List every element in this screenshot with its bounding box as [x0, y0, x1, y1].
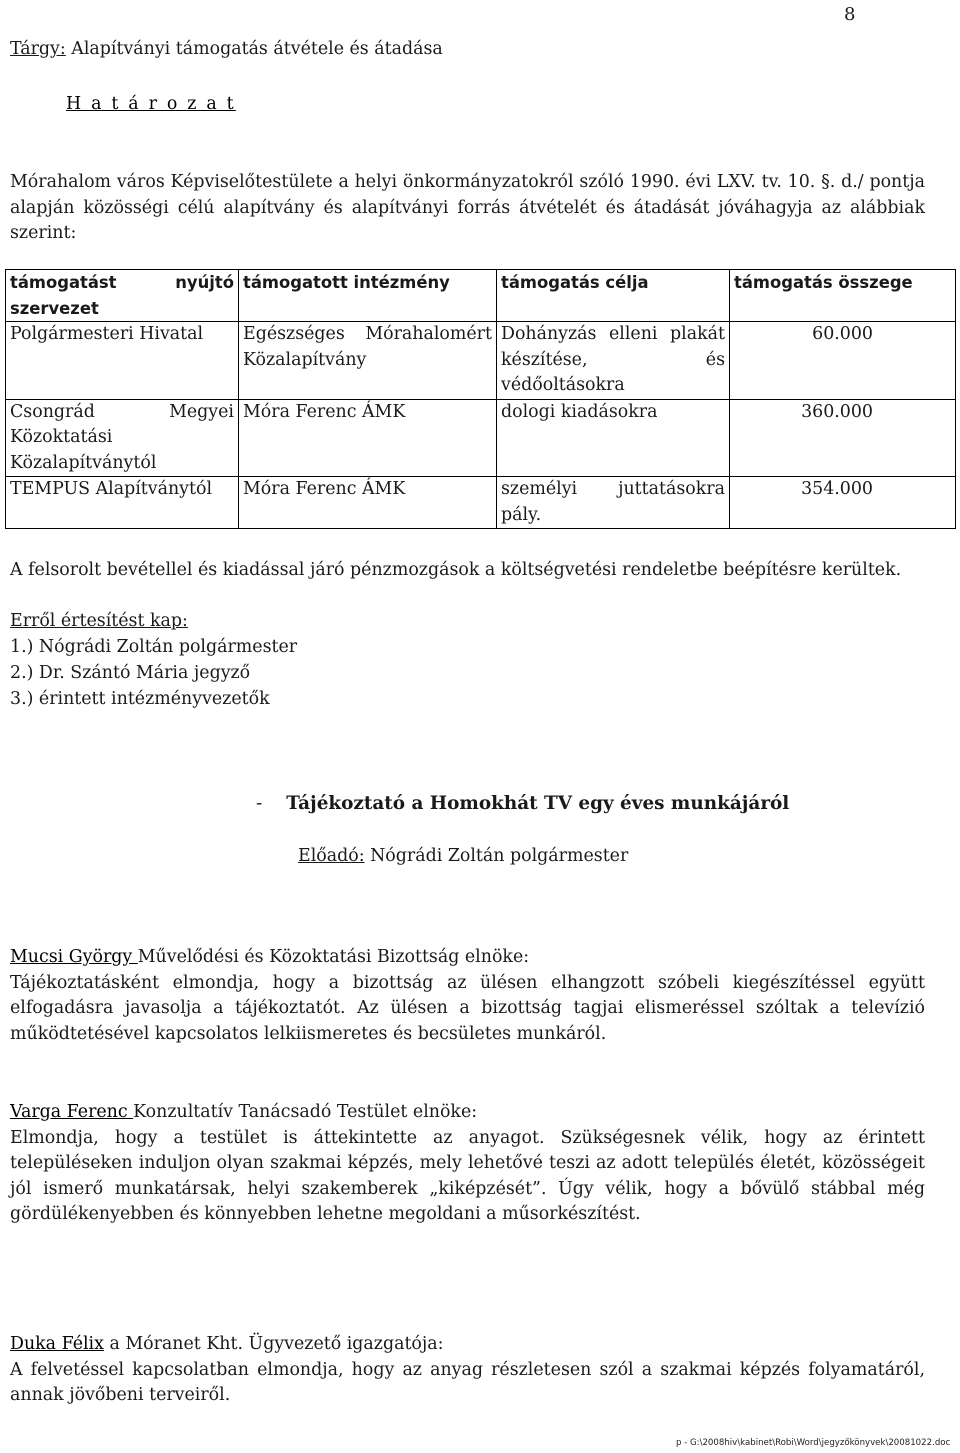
speaker-name: Duka Félix — [10, 1334, 104, 1354]
speaker-block — [10, 1100, 925, 1228]
speaker-role: Művelődési és Közoktatási Bizottság elnöke: — [137, 947, 530, 967]
cell-amount: 360.000 — [730, 399, 956, 477]
topic-dash: - — [256, 793, 263, 814]
cell-provider: Csongrád Megyei Közoktatási Közalapítványtól — [6, 399, 239, 477]
cell-purpose: dologi kiadásokra — [497, 399, 730, 477]
speaker-text: A felvetéssel kapcsolatban elmondja, hogy az anyag részletesen szól a szakmai képzés folyamatáról, annak jövőbeni terveiről. — [10, 1359, 925, 1405]
file-path-footer: p - G:\2008hiv\kabinet\Robi\Word\jegyzőkönyvek\20081022.doc — [676, 1438, 951, 1448]
speaker-text: Elmondja, hogy a testület is áttekintette az anyagot. Szükségesnek vélik, hogy az érintett településeken induljon olyan szakmai képzés, mely lehetővé teszi az adott település életét, közösségeit jól ismerő munkatársak, helyi szakemberek „kiképzését”. Úgy vélik, hogy a bővülő stábbal még gördülékenyebben és könnyebben lehetne megoldani a műsorkészítést. — [10, 1127, 925, 1224]
cell-provider: Polgármesteri Hivatal — [6, 322, 239, 400]
cell-amount: 354.000 — [730, 477, 956, 529]
page-number: 8 — [844, 4, 856, 25]
speaker-text: Tájékoztatásként elmondja, hogy a bizottság az ülésen elhangzott szóbeli kiegészítéssel együtt elfogadásra javasolja a tájékoztatót. Az ülésen a bizottság tagjai elismeréssel szóltak a televízió működtetésével kapcsolatos lelkiismeretes és becsületes munkáról. — [10, 972, 925, 1044]
speaker-heading — [10, 1100, 925, 1126]
topic-title: Tájékoztató a Homokhát TV egy éves munkájáról — [286, 793, 790, 814]
list-item: 3.) érintett intézményvezetők — [10, 689, 270, 709]
header-provider: támogatást nyújtó szervezet — [6, 270, 239, 322]
grants-table — [5, 269, 956, 529]
cell-purpose: személyi juttatásokra pály. — [497, 477, 730, 529]
cell-recipient: Móra Ferenc ÁMK — [239, 477, 497, 529]
speaker-block — [10, 1332, 925, 1409]
cell-purpose: Dohányzás elleni plakát készítése, és védőoltásokra — [497, 322, 730, 400]
resolution-heading: H a t á r o z a t — [66, 94, 236, 114]
cell-recipient: Móra Ferenc ÁMK — [239, 399, 497, 477]
resolution-text: Mórahalom város Képviselőtestülete a helyi önkormányzatokról szóló 1990. évi LXV. tv. 10. §. d./ pontja alapján közösségi célú alapítvány és alapítványi forrás átvételét és átadását jóváhagyja az alábbiak szerint: — [10, 172, 925, 243]
table-header-row — [6, 270, 956, 322]
table-row — [6, 477, 956, 529]
list-item: 2.) Dr. Szántó Mária jegyző — [10, 663, 251, 683]
subject-label: Tárgy: — [10, 39, 66, 59]
speaker-heading — [10, 945, 925, 971]
subject-text: Alapítványi támogatás átvétele és átadása — [65, 39, 443, 59]
agenda-topic — [256, 791, 789, 817]
notification-list — [10, 609, 297, 713]
subject-line — [10, 37, 443, 63]
presenter-line — [298, 844, 628, 870]
speaker-heading — [10, 1332, 925, 1358]
cell-provider: TEMPUS Alapítványtól — [6, 477, 239, 529]
header-purpose: támogatás célja — [497, 270, 730, 322]
presenter-label: Előadó: — [298, 846, 365, 866]
presenter-name: Nógrádi Zoltán polgármester — [364, 846, 629, 866]
table-row — [6, 322, 956, 400]
table-row — [6, 399, 956, 477]
cell-amount: 60.000 — [730, 322, 956, 400]
header-amount: támogatás összege — [730, 270, 956, 322]
budget-note: A felsorolt bevétellel és kiadással járó pénzmozgások a költségvetési rendeletbe beépítésre kerültek. — [10, 560, 902, 580]
header-recipient: támogatott intézmény — [239, 270, 497, 322]
speaker-name: Varga Ferenc — [10, 1102, 134, 1122]
notification-title: Erről értesítést kap: — [10, 611, 188, 631]
list-item: 1.) Nógrádi Zoltán polgármester — [10, 637, 298, 657]
speaker-role: Konzultatív Tanácsadó Testület elnöke: — [133, 1102, 478, 1122]
cell-recipient: Egészséges Mórahalomért Közalapítvány — [239, 322, 497, 400]
speaker-role: a Móranet Kht. Ügyvezető igazgatója: — [103, 1334, 444, 1354]
speaker-block — [10, 945, 925, 1047]
speaker-name: Mucsi György — [10, 947, 138, 967]
